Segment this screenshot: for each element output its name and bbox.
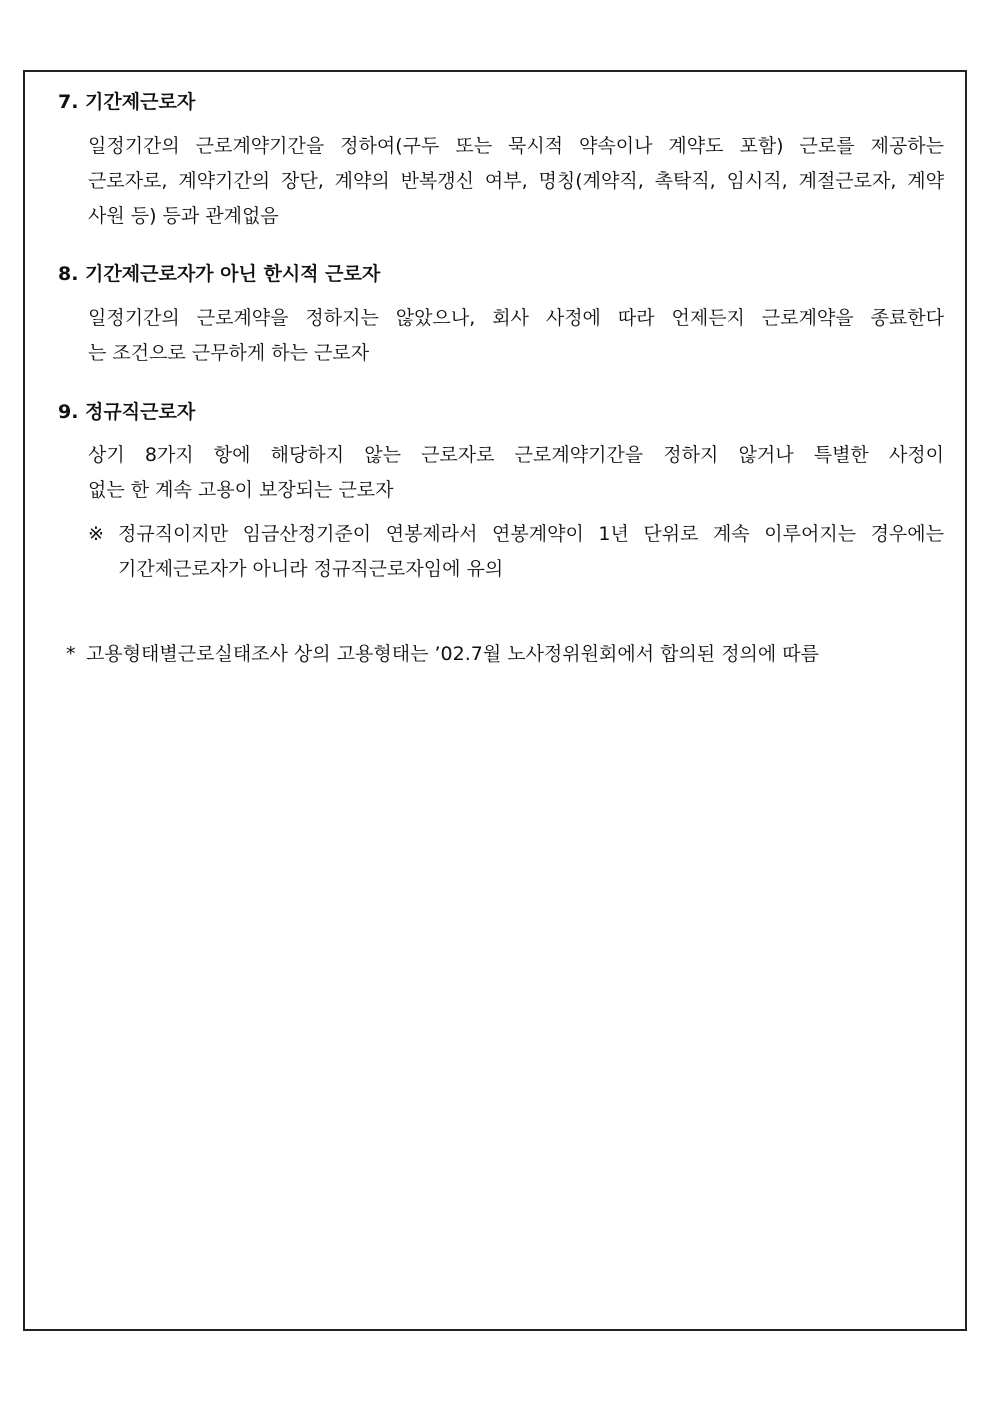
section-8-line-2: 는 조건으로 근무하게 하는 근로자 xyxy=(88,342,370,364)
section-8-line-1: 일정기간의 근로계약을 정하지는 않았으나, 회사 사정에 따라 언제든지 근로계약을 종료한다 xyxy=(88,307,944,329)
reference-mark-icon: ※ xyxy=(88,523,104,545)
footnote-asterisk-icon: * xyxy=(66,643,76,665)
footnote xyxy=(66,640,819,668)
section-9-note-line-1: 정규직이지만 임금산정기준이 연봉제라서 연봉계약이 1년 단위로 계속 이루어지는 경우에는 xyxy=(118,523,944,545)
section-8-body xyxy=(88,301,944,371)
section-9-note xyxy=(88,517,944,587)
section-7-line-2: 근로자로, 계약기간의 장단, 계약의 반복갱신 여부, 명칭(계약직, 촉탁직, 임시직, 계절근로자, 계약 xyxy=(88,170,944,192)
page-border-frame xyxy=(23,70,967,1331)
section-9-heading: 9. 정규직근로자 xyxy=(58,401,196,423)
section-9-line-1: 상기 8가지 항에 해당하지 않는 근로자로 근로계약기간을 정하지 않거나 특별한 사정이 xyxy=(88,444,944,466)
section-7-line-1: 일정기간의 근로계약기간을 정하여(구두 또는 묵시적 약속이나 계약도 포함) 근로를 제공하는 xyxy=(88,135,944,157)
section-8-heading: 8. 기간제근로자가 아닌 한시적 근로자 xyxy=(58,263,381,285)
section-9-note-text xyxy=(118,517,944,587)
footnote-text: 고용형태별근로실태조사 상의 고용형태는 ’02.7월 노사정위원회에서 합의된 정의에 따름 xyxy=(86,643,820,665)
section-7-line-3: 사원 등) 등과 관계없음 xyxy=(88,205,279,227)
section-7-body xyxy=(88,129,944,234)
section-9-line-2: 없는 한 계속 고용이 보장되는 근로자 xyxy=(88,479,394,501)
section-7-heading: 7. 기간제근로자 xyxy=(58,91,196,113)
section-9-note-line-2: 기간제근로자가 아니라 정규직근로자임에 유의 xyxy=(118,558,504,580)
section-9-body xyxy=(88,438,944,508)
